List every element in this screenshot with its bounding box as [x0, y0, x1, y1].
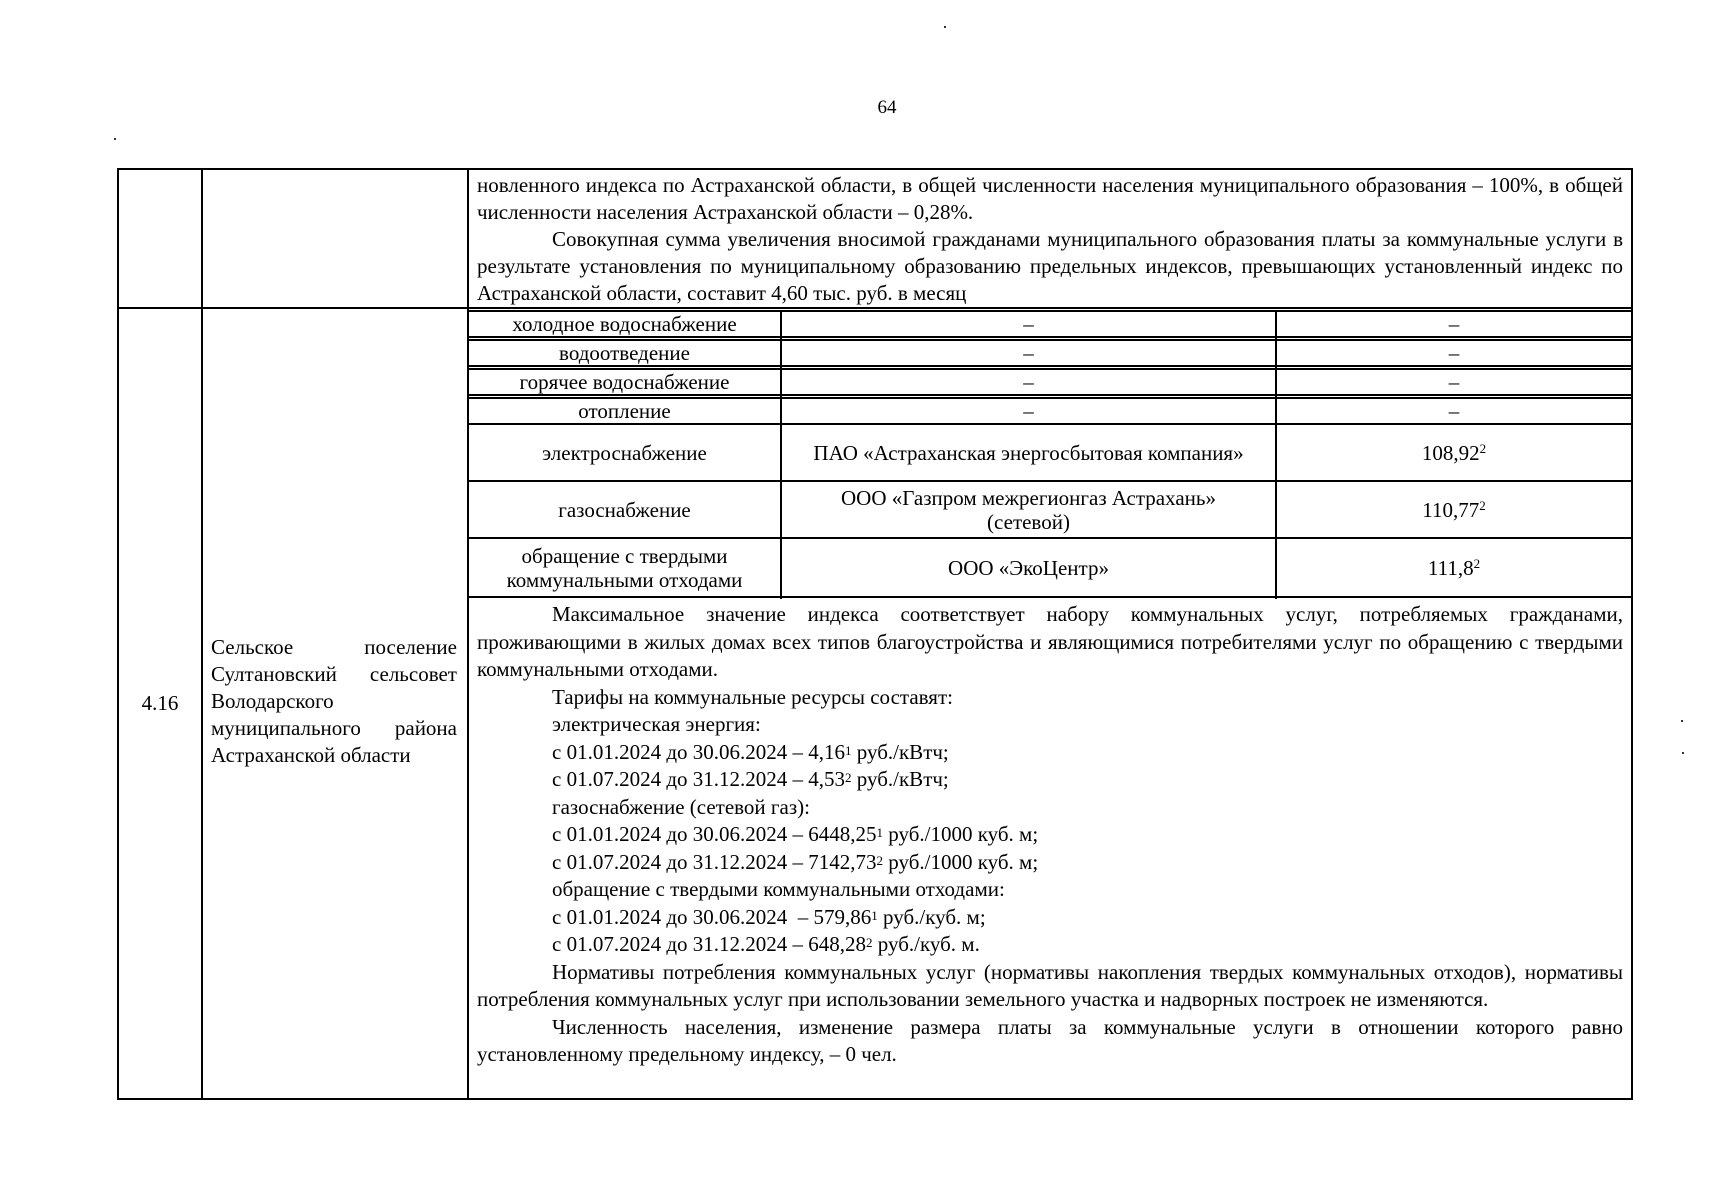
service-provider: –: [1023, 370, 1034, 394]
service-provider: ПАО «Астраханская энергосбытовая компания»: [813, 441, 1244, 465]
main-row-text: [477, 601, 1623, 1069]
scan-speck: [114, 138, 116, 140]
max-index-paragraph: Максимальное значение индекса соответствует набору коммунальных услуг, потребляемых гражданами, проживающими в жилых домах всех типов благоустройства и являющимися потребителями услуг по обращению с твердыми коммунальными отходами.: [477, 602, 1623, 681]
electricity-heading: электрическая энергия:: [552, 712, 761, 736]
service-index: –: [1448, 399, 1460, 423]
document-table: [117, 168, 1633, 1100]
page-number: 64: [877, 97, 897, 118]
index-value: 108,92: [1421, 441, 1480, 465]
scan-speck: [944, 26, 946, 28]
waste-tariff-1: с 01.01.2024 до 30.06.2024 – 579,86$^1$ руб./куб. м;: [552, 904, 986, 929]
service-name: водоотведение: [559, 341, 690, 365]
service-name: холодное водоснабжение: [512, 312, 737, 336]
prev-row-paragraph-1: новленного индекса по Астраханской области, в общей численности населения муниципального образования – 100%, в общей численности населения Астраханской области – 0,28%.: [477, 173, 1623, 224]
norms-paragraph: Нормативы потребления коммунальных услуг (нормативы накопления твердых коммунальных отходов), нормативы потребления коммунальных услуг при использовании земельного участка и надворных построек не изменяются.: [477, 959, 1623, 1011]
scan-speck: [1682, 752, 1684, 754]
prev-row-text: [477, 172, 1623, 307]
prev-row-paragraph-2: Совокупная сумма увеличения вносимой гражданами муниципального образования платы за коммунальные услуги в результате установления по муниципальному образованию предельных индексов, превышающих установленный индекс по Астраханской области, составит 4,60 тыс. руб. в месяц: [477, 227, 1623, 305]
gas-heading: газоснабжение (сетевой газ):: [552, 794, 810, 819]
tariffs-heading: Тарифы на коммунальные ресурсы составят:: [552, 684, 953, 709]
table-border-bottom: [117, 1098, 1633, 1100]
index-value: 111,8: [1427, 555, 1474, 580]
service-index: –: [1448, 312, 1460, 336]
service-name: отопление: [578, 399, 671, 423]
service-index: 110,77 $^2$: [1422, 498, 1486, 522]
table-border-top: [117, 168, 1633, 170]
service-name: обращение с твердыми коммунальными отходами: [506, 543, 743, 592]
waste-tariff-2: с 01.07.2024 до 31.12.2024 – 648,28$^2$ руб./куб. м.: [552, 932, 980, 956]
municipality-name: Сельское поселение Султановский сельсовет Володарского муниципального района Астраханской области: [211, 635, 457, 767]
service-provider: –: [1023, 341, 1034, 365]
service-name: газоснабжение: [558, 498, 691, 522]
row-number: 4.16: [141, 691, 179, 715]
service-index: 108,92 $^2$: [1421, 441, 1487, 465]
electricity-tariff-2: с 01.07.2024 до 31.12.2024 – 4,53$^2$ руб./кВтч;: [552, 767, 949, 791]
service-provider: ООО «Газпром межрегионгаз Астрахань» (сетевой): [841, 486, 1216, 534]
index-value: 110,77: [1422, 498, 1480, 522]
scan-speck: [1681, 720, 1683, 722]
service-index: –: [1448, 341, 1460, 365]
service-provider: ООО «ЭкоЦентр»: [948, 555, 1109, 580]
electricity-tariff-1: с 01.01.2024 до 30.06.2024 – 4,16$^1$ руб./кВтч;: [552, 739, 949, 764]
population-paragraph: Численность населения, изменение размера платы за коммунальные услуги в отношении которого равно установленному предельному индексу, – 0 чел.: [477, 1014, 1623, 1066]
service-row-divider: [467, 596, 1633, 598]
gas-tariff-2: с 01.07.2024 до 31.12.2024 – 7142,73$^2$ руб./1000 куб. м;: [552, 849, 1039, 874]
service-index: 111,8 $^2$: [1427, 555, 1481, 580]
service-index: –: [1448, 370, 1460, 394]
tariffs-block: [477, 684, 1623, 959]
service-provider: –: [1023, 399, 1034, 423]
waste-heading: обращение с твердыми коммунальными отходами:: [552, 877, 1005, 901]
service-provider: –: [1023, 312, 1034, 336]
row-divider: [117, 307, 1633, 309]
gas-tariff-1: с 01.01.2024 до 30.06.2024 – 6448,25$^1$ руб./1000 куб. м;: [552, 822, 1039, 846]
service-name: электроснабжение: [542, 441, 707, 465]
service-name: горячее водоснабжение: [519, 370, 730, 394]
